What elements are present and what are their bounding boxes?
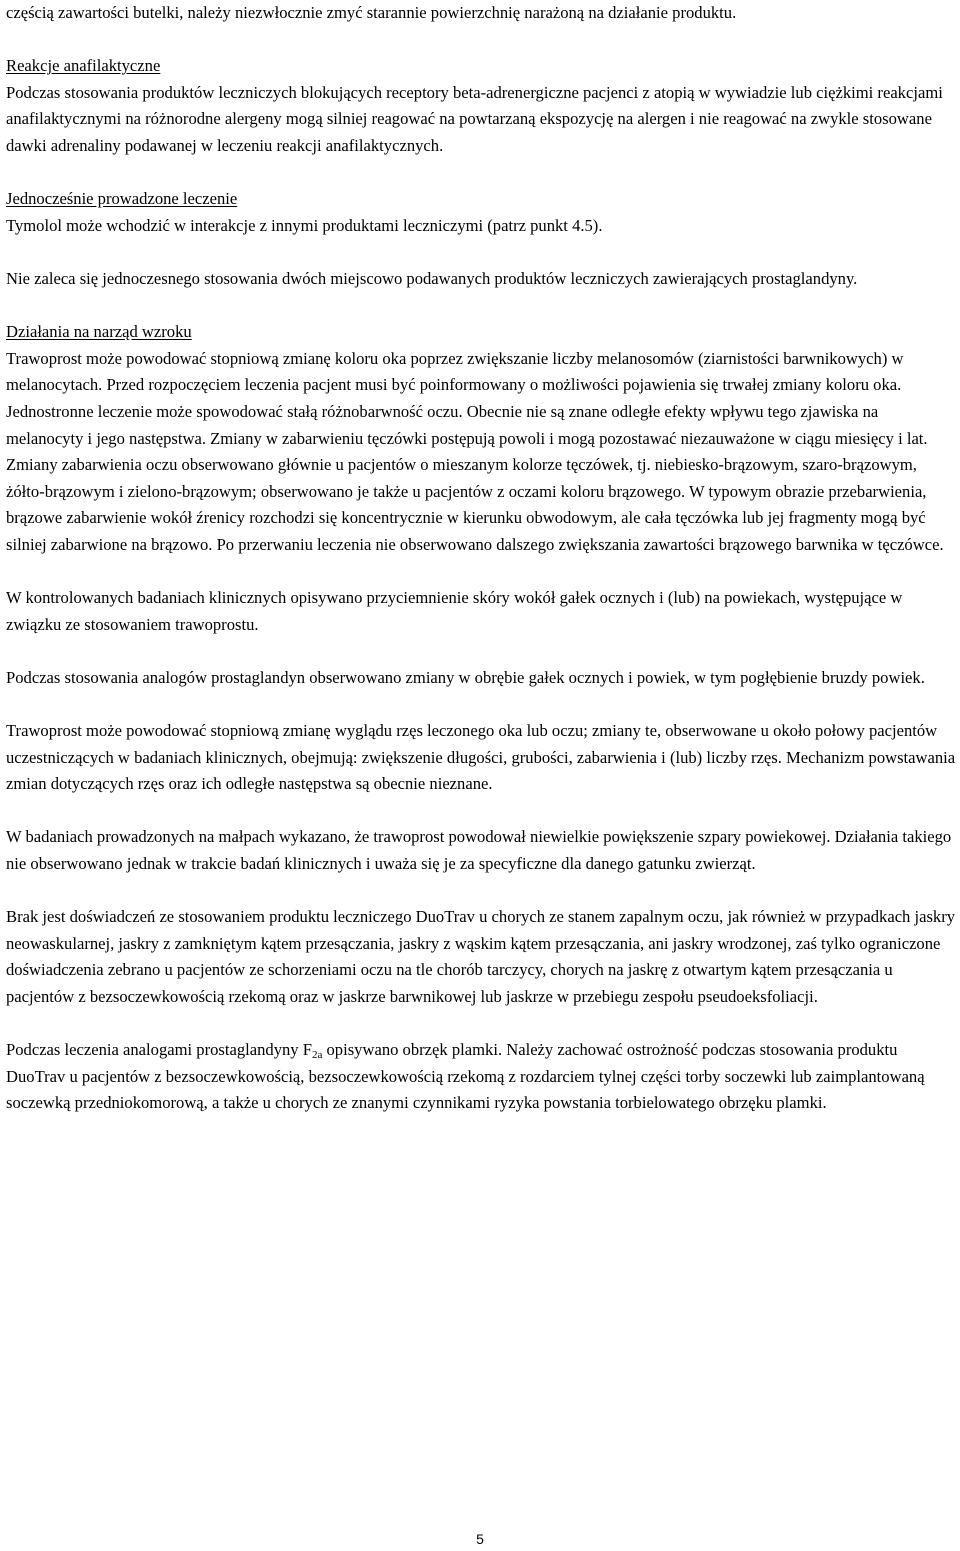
section-concomitant-treatment [6, 186, 958, 292]
heading-ocular-effects: Działania na narząd wzroku [6, 322, 192, 342]
paragraph-monkey-studies: W badaniach prowadzonych na małpach wykazano, że trawoprost powodował niewielkie powiększenie szpary powiekowej. Działania takiego nie obserwowano jednak w trakcie badań klinicznych i uważa się je za specyficzne dla danego gatunku zwierząt. [6, 827, 952, 873]
document-page [6, 0, 958, 1144]
paragraph-skin-darkening: W kontrolowanych badaniach klinicznych opisywano przyciemnienie skóry wokół gałek ocznych i (lub) na powiekach, występujące w związku ze stosowaniem trawoprostu. [6, 588, 903, 634]
page-number: 5 [476, 1531, 484, 1547]
prostaglandin-subscript: 2a [311, 1049, 323, 1062]
section-anaphylaxis [6, 53, 958, 159]
paragraph-continuation: częścią zawartości butelki, należy niezwłocznie zmyć starannie powierzchnię narażoną na działanie produktu. [6, 3, 737, 22]
paragraph-iris-color: Trawoprost może powodować stopniową zmianę koloru oka poprzez zwiększanie liczby melanosomów (ziarnistości barwnikowych) w melanocytach. Przed rozpoczęciem leczenia pacjent musi być poinformowany o możliwości pojawienia się trwałej zmiany koloru oka. Jednostronne leczenie może spowodować stałą różnobarwność oczu. Obecnie nie są znane odległe efekty wpływu tego zjawiska na melanocyty i jego następstwa. Zmiany w zabarwieniu tęczówki postępują powoli i mogą pozostawać niezauważone w ciągu miesięcy i lat. Zmiany zabarwienia oczu obserwowano głównie u pacjentów o mieszanym kolorze tęczówek, tj. niebiesko-brązowym, szaro-brązowym, żółto-brązowym i zielono-brązowym; obserwowano je także u pacjentów z oczami koloru brązowego. W typowym obrazie przebarwienia, brązowe zabarwienie wokół źrenicy rozchodzi się koncentrycznie w kierunku obwodowym, ale cała tęczówka lub jej fragmenty mogą być silniej zabarwione na brązowo. Po przerwaniu leczenia nie obserwowano dalszego zwiększania zawartości brązowego barwnika w tęczówce. [6, 348, 944, 554]
paragraph-lack-of-experience: Brak jest doświadczeń ze stosowaniem produktu leczniczego DuoTrav u chorych ze stanem zapalnym oczu, jak również w przypadkach jaskry neowaskularnej, jaskry z zamkniętym kątem przesączania, jaskry z wąskim kątem przesączania, ani jaskry wrodzonej, zaś tylko ograniczone doświadczenia zebrano u pacjentów ze schorzeniami oczu na tle chorób tarczycy, chorych na jaskrę z otwartym kątem przesączania u pacjentów z bezsoczewkowością rzekomą oraz w jaskrze barwnikowej lub jaskrze w przebiegu zespołu pseudoeksfoliacji. [6, 907, 956, 1006]
paragraph-anaphylaxis: Podczas stosowania produktów leczniczych blokujących receptory beta-adrenergiczne pacjenci z atopią w wywiadzie lub ciężkimi reakcjami anafilaktycznymi na różnorodne alergeny mogą silniej reagować na powtarzaną ekspozycję na alergen i nie reagować na zwykle stosowane dawki adrenaliny podawanej w leczeniu reakcji anafilaktycznych. [6, 82, 943, 155]
macular-edema-text-end: opisywano obrzęk plamki. Należy zachować ostrożność podczas stosowania produktu DuoTrav u pacjentów z bezsoczewkowością, bezsoczewkowością rzekomą z rozdarciem tylnej części torby soczewki lub zaimplantowaną soczewką przedniokomorową, a także u chorych ze znanymi czynnikami ryzyka powstania torbielowatego obrzęku plamki. [6, 1040, 925, 1113]
paragraph-eyelid-changes: Podczas stosowania analogów prostaglandyn obserwowano zmiany w obrębie gałek ocznych i powiek, w tym pogłębienie bruzdy powiek. [6, 667, 925, 687]
paragraph-eyelashes: Trawoprost może powodować stopniową zmianę wyglądu rzęs leczonego oka lub oczu; zmiany te, obserwowane u około połowy pacjentów uczestniczących w badaniach klinicznych, obejmują: zwiększenie długości, grubości, zabarwienia i (lub) liczby rzęs. Mechanizm powstawania zmian dotyczących rzęs oraz ich odległe następstwa są obecnie nieznane. [6, 721, 956, 794]
paragraph-timolol-interactions: Tymolol może wchodzić w interakcje z innymi produktami leczniczymi (patrz punkt 4.5). [6, 215, 603, 235]
heading-concomitant-treatment: Jednocześnie prowadzone leczenie [6, 189, 238, 209]
section-ocular-effects [6, 319, 958, 1117]
paragraph-prostaglandins: Nie zaleca się jednoczesnego stosowania dwóch miejscowo podawanych produktów leczniczych zawierających prostaglandyny. [6, 268, 858, 288]
paragraph-macular-edema [6, 1037, 958, 1117]
heading-anaphylactic-reactions: Reakcje anafilaktyczne [6, 56, 161, 76]
macular-edema-text-start: Podczas leczenia analogami prostaglandyny F [6, 1040, 312, 1060]
